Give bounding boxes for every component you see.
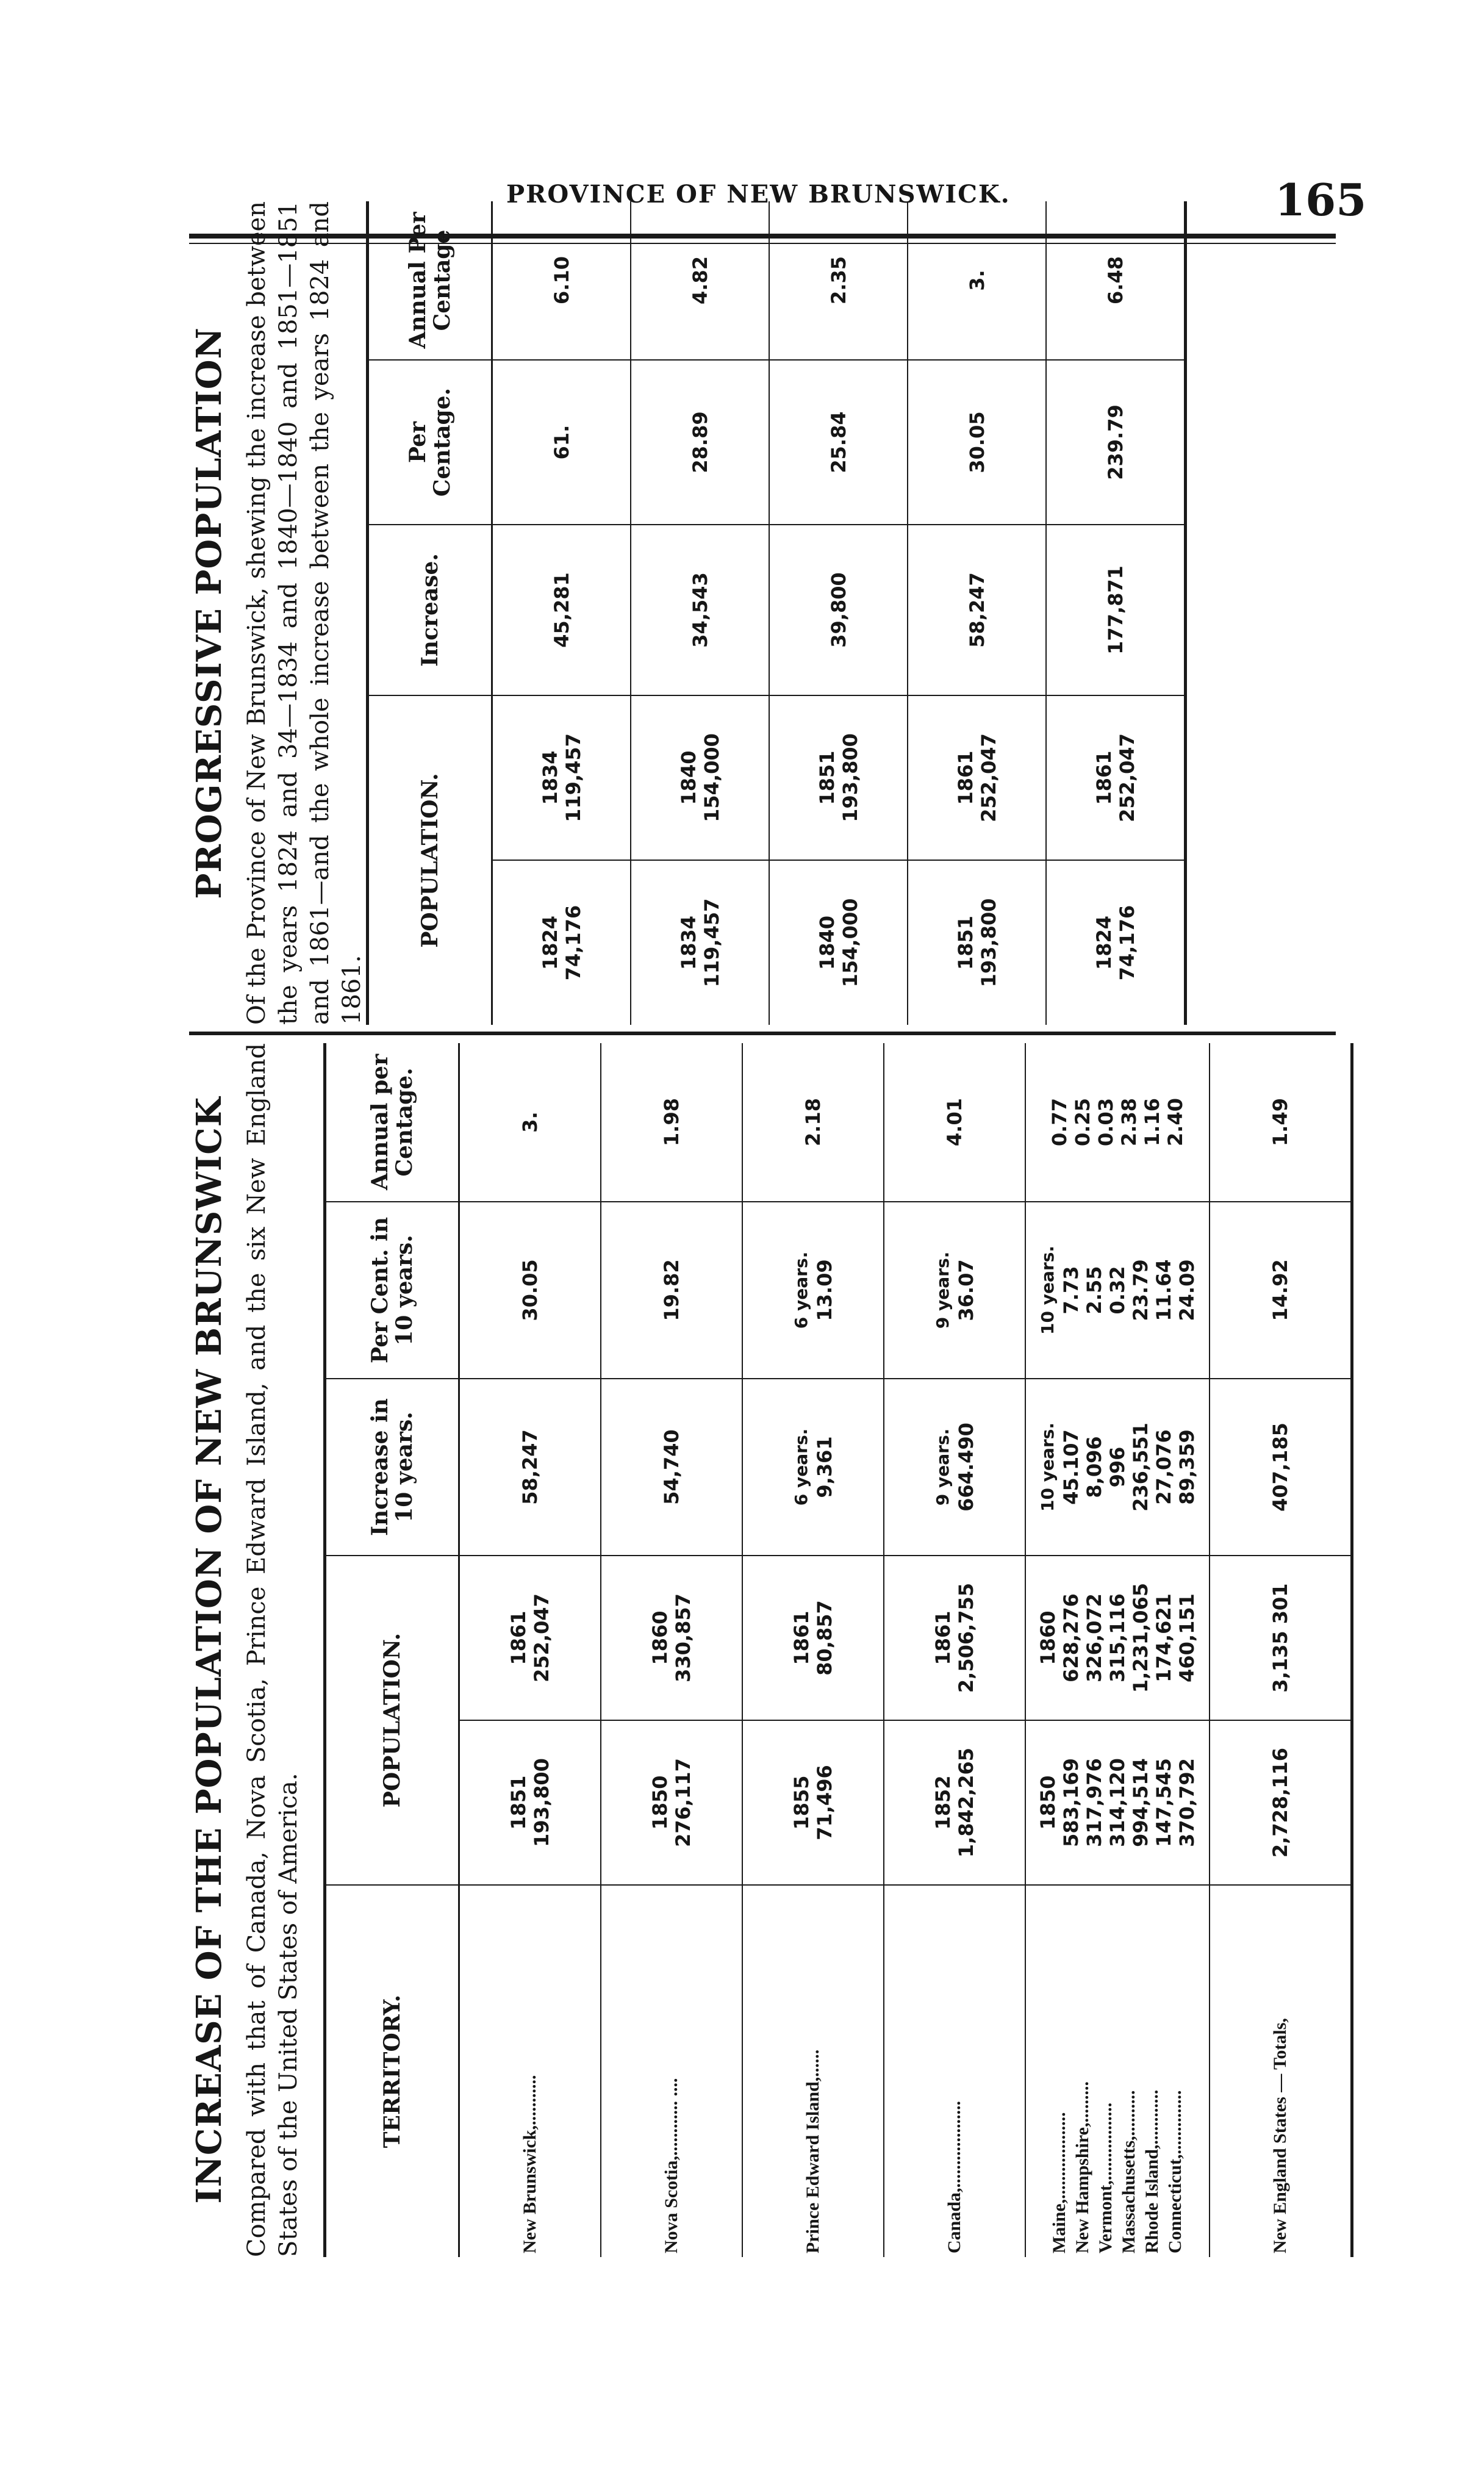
percent-value: 23.79 [1129,1259,1152,1321]
table-row [908,201,1046,1025]
population: 252,047 [977,733,1000,822]
percent-value: 13.09 [813,1259,836,1321]
totals-percent: 14.92 [1210,1202,1352,1379]
year: 1860 [1036,1610,1059,1665]
running-header: PROVINCE OF NEW BRUNSWICK. [506,180,1011,209]
population: 193,800 [530,1758,553,1847]
col-increase: Increase in 10 years. [325,1379,459,1556]
increase-cell [884,1379,1025,1556]
totals-label: New England States — Totals, [1210,1885,1352,2257]
period-note: 10 years. [1038,1423,1058,1512]
population-1860 [601,1556,742,1720]
population: 1,842,265 [955,1747,978,1858]
totals-increase: 407,185 [1210,1379,1352,1556]
year: 1861 [1092,750,1116,805]
state-name: Vermont,................. [1095,2102,1116,2253]
increase-table [323,1043,1353,2257]
population: 119,457 [561,733,585,822]
annual-cell: 3. [459,1043,601,1202]
annual-list [1025,1043,1210,1202]
annual-cell: 1.98 [601,1043,742,1202]
annual-cell: 3. [908,201,1046,360]
annual-value: 0.03 [1094,1098,1117,1146]
population: 583,169 [1059,1758,1083,1847]
period-note: 6 years. [791,1251,811,1329]
population: 193,800 [838,733,862,822]
population: 2,506,755 [955,1582,978,1693]
year: 1861 [507,1610,530,1665]
state-name: Massachusetts,.......... [1119,2090,1139,2253]
year: 1834 [538,750,562,805]
territory-cell: Canada,................... [884,1885,1025,2257]
panel-divider [189,1032,1336,1035]
population: 460,151 [1175,1593,1199,1682]
increase-table-subtitle: Compared with that of Canada, Nova Scotia, Prince Edward Island, and the six New England States of the United States of America. [243,1043,303,2257]
table-row [492,201,631,1025]
year: 1861 [953,750,977,805]
increase-value: 27,076 [1152,1429,1175,1505]
totals-pop2: 3,135 301 [1210,1556,1352,1720]
percent-cell [742,1202,884,1379]
percent-list [1025,1202,1210,1379]
population-end [769,695,908,860]
state-names [1025,1885,1210,2257]
table-row-new-england-states [1025,1043,1210,2257]
progressive-panel [189,201,1336,1025]
population: 317,976 [1083,1758,1106,1847]
rotated-page-content [189,195,1336,2257]
period-note: 9 years. [933,1251,953,1329]
population: 330,857 [672,1593,695,1682]
annual-value: 1.16 [1141,1098,1164,1146]
percent-cell: 25.84 [769,360,908,525]
population-1861 [459,1556,601,1720]
population: 276,117 [672,1758,695,1847]
population-1861 [742,1556,884,1720]
increase-value: 236,551 [1129,1423,1152,1512]
population: 71,496 [813,1765,836,1840]
increase-cell [742,1379,884,1556]
state-name: New Hampshire,......... [1072,2081,1092,2253]
population: 147,545 [1152,1758,1175,1847]
totals-annual: 1.49 [1210,1043,1352,1202]
population: 314,120 [1106,1758,1129,1847]
annual-cell: 4.82 [631,201,769,360]
percent-cell [884,1202,1025,1379]
increase-value: 996 [1106,1446,1129,1488]
table-row [459,1043,601,2257]
year: 1850 [1036,1775,1059,1830]
population-start [1046,860,1186,1025]
period-note: 6 years. [791,1428,811,1506]
territory-cell: Prince Edward Island,...... [742,1885,884,2257]
population: 80,857 [813,1600,836,1676]
increase-cell: 54,740 [601,1379,742,1556]
year: 1851 [953,915,977,971]
population-end [631,695,769,860]
annual-value: 0.77 [1048,1098,1071,1146]
year: 1851 [507,1775,530,1830]
population-start [492,860,631,1025]
table-row [601,1043,742,2257]
col-percent: Per Cent. in 10 years. [325,1202,459,1379]
table-row [769,201,908,1025]
table-row [631,201,769,1025]
annual-cell: 2.35 [769,201,908,360]
percent-cell: 28.89 [631,360,769,525]
year: 1834 [676,915,700,971]
population: 994,514 [1129,1758,1152,1847]
population: 174,621 [1152,1593,1175,1682]
increase-list [1025,1379,1210,1556]
col-increase: Increase. [368,525,492,695]
population: 193,800 [977,898,1000,988]
population: 119,457 [700,898,723,988]
population-1850-list [1025,1720,1210,1885]
population: 315,116 [1106,1593,1129,1682]
year: 1860 [648,1610,672,1665]
year: 1824 [1092,915,1116,971]
increase-value: 45.107 [1059,1429,1083,1505]
page-number: 165 [1275,174,1367,226]
increase-value: 664.490 [955,1423,978,1512]
population: 154,000 [700,733,723,822]
state-name: Maine,................... [1049,2112,1069,2253]
population: 370,792 [1175,1758,1199,1847]
percent-value: 11.64 [1152,1259,1175,1321]
annual-value: 2.40 [1164,1098,1187,1146]
period-note: 9 years. [933,1428,953,1506]
table-row-totals [1210,1043,1352,2257]
col-percent: Per Centage. [368,360,492,525]
table-row [1046,201,1186,1025]
annual-cell: 2.18 [742,1043,884,1202]
increase-cell: 34,543 [631,525,769,695]
totals-pop1: 2,728,116 [1210,1720,1352,1885]
population: 74,176 [1115,905,1139,981]
percent-value: 0.32 [1106,1266,1129,1315]
progressive-table-subtitle: Of the Province of New Brunswick, shewing the increase between the years 1824 and 34—1834 and 1840—1840 and 1851—1851 and 1861—and the whole increase between the years 1824 and 1861. [243,201,366,1025]
population-end [492,695,631,860]
increase-table-title: INCREASE OF THE POPULATION OF NEW BRUNSWICK [189,1096,229,2204]
col-population: POPULATION. [368,695,492,1025]
population-start [908,860,1046,1025]
year: 1855 [790,1775,813,1830]
annual-cell: 6.48 [1046,201,1186,360]
percent-cell: 239.79 [1046,360,1186,525]
state-name: Rhode Island,............ [1142,2089,1162,2253]
percent-value: 36.07 [955,1259,978,1321]
annual-value: 2.38 [1117,1098,1141,1146]
table-row [884,1043,1025,2257]
population-1861 [884,1556,1025,1720]
percent-cell: 61. [492,360,631,525]
table-row [742,1043,884,2257]
percent-cell: 30.05 [908,360,1046,525]
annual-cell: 6.10 [492,201,631,360]
increase-cell: 177,871 [1046,525,1186,695]
increase-value: 89,359 [1175,1429,1199,1505]
progressive-table [366,201,1187,1025]
col-territory: TERRITORY. [325,1885,459,2257]
population-end [1046,695,1186,860]
population: 1,231,065 [1129,1582,1152,1693]
state-name: Connecticut,.............. [1165,2090,1185,2253]
year: 1861 [931,1610,955,1665]
year: 1824 [538,915,562,971]
population-start [769,860,908,1025]
population-1852 [884,1720,1025,1885]
increase-cell: 58,247 [459,1379,601,1556]
population-1851 [459,1720,601,1885]
percent-value: 7.73 [1059,1266,1083,1315]
population-end [908,695,1046,860]
annual-cell: 4.01 [884,1043,1025,1202]
percent-value: 24.09 [1175,1259,1199,1321]
population: 252,047 [1115,733,1139,822]
year: 1840 [676,750,700,805]
year: 1851 [815,750,839,805]
territory-cell: New Brunswick,........... [459,1885,601,2257]
increase-value: 8,096 [1083,1436,1106,1498]
increase-cell: 58,247 [908,525,1046,695]
period-note: 10 years. [1038,1246,1058,1335]
year: 1861 [790,1610,813,1665]
population: 154,000 [838,898,862,988]
population-1850 [601,1720,742,1885]
increase-panel [189,1043,1336,2257]
population-1860-list [1025,1556,1210,1720]
population-start [631,860,769,1025]
increase-value: 9,361 [813,1436,836,1498]
percent-cell: 30.05 [459,1202,601,1379]
col-annual: Annual per Centage. [325,1043,459,1202]
population: 326,072 [1083,1593,1106,1682]
year: 1850 [648,1775,672,1830]
territory-cell: Nova Scotia,............ .... [601,1885,742,2257]
progressive-table-title: PROGRESSIVE POPULATION [189,327,229,899]
percent-value: 2.55 [1083,1266,1106,1315]
population: 74,176 [561,905,585,981]
percent-cell: 19.82 [601,1202,742,1379]
population-1855 [742,1720,884,1885]
increase-cell: 45,281 [492,525,631,695]
population: 628,276 [1059,1593,1083,1682]
year: 1840 [815,915,839,971]
annual-value: 0.25 [1071,1098,1094,1146]
increase-cell: 39,800 [769,525,908,695]
col-population: POPULATION. [325,1556,459,1885]
col-annual: Annual Per Centage [368,201,492,360]
year: 1852 [931,1775,955,1830]
population: 252,047 [530,1593,553,1682]
